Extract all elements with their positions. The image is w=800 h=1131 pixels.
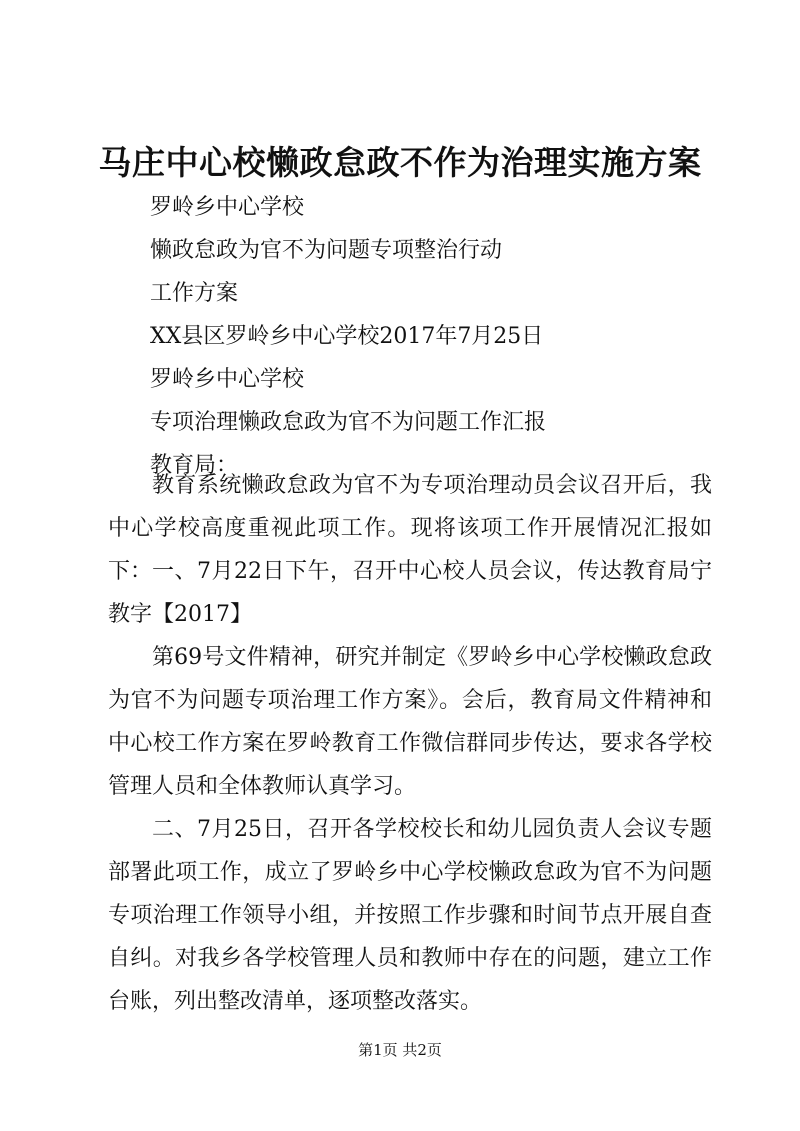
document-title: 马庄中心校懒政怠政不作为治理实施方案: [98, 143, 702, 182]
header-line-addressee: 教育局：: [150, 453, 239, 478]
header-line-school: 罗岭乡中心学校: [150, 195, 305, 220]
paragraph-item-1: 一、7月22日下午，召开中心校人员会议，传达教育局宁教字【2017】: [108, 559, 712, 627]
header-line-plan: 工作方案: [150, 281, 239, 306]
paragraph-item-2: 二、7月25日，召开各学校校长和幼儿园负责人会议专题部署此项工作，成立了罗岭乡中心学校懒政怠政为官不为问题专项治理工作领导小组，并按照工作步骤和时间节点开展自查自纠。对我乡各学校管理人员和教师中存在的问题，建立工作台账，列出整改清单，逐项整改落实。: [108, 817, 712, 1014]
paragraph-intro: 教育系统懒政怠政为官不为专项治理动员会议召开后，我中心学校高度重视此项工作。现将该项工作开展情况汇报如下：: [108, 473, 712, 584]
header-line-school-2: 罗岭乡中心学校: [150, 367, 305, 392]
header-line-date: XX县区罗岭乡中心学校2017年7月25日: [150, 324, 544, 349]
header-line-action: 懒政怠政为官不为问题专项整治行动: [150, 238, 503, 263]
header-line-report-title: 专项治理懒政怠政为官不为问题工作汇报: [150, 410, 547, 435]
paragraph-item-1-cont: 第69号文件精神，研究并制定《罗岭乡中心学校懒政怠政为官不为问题专项治理工作方案》。会后，教育局文件精神和中心校工作方案在罗岭教育工作微信群同步传达，要求各学校管理人员和全体教师认真学习。: [108, 645, 712, 799]
page-footer: 第1页 共2页: [358, 1041, 442, 1059]
